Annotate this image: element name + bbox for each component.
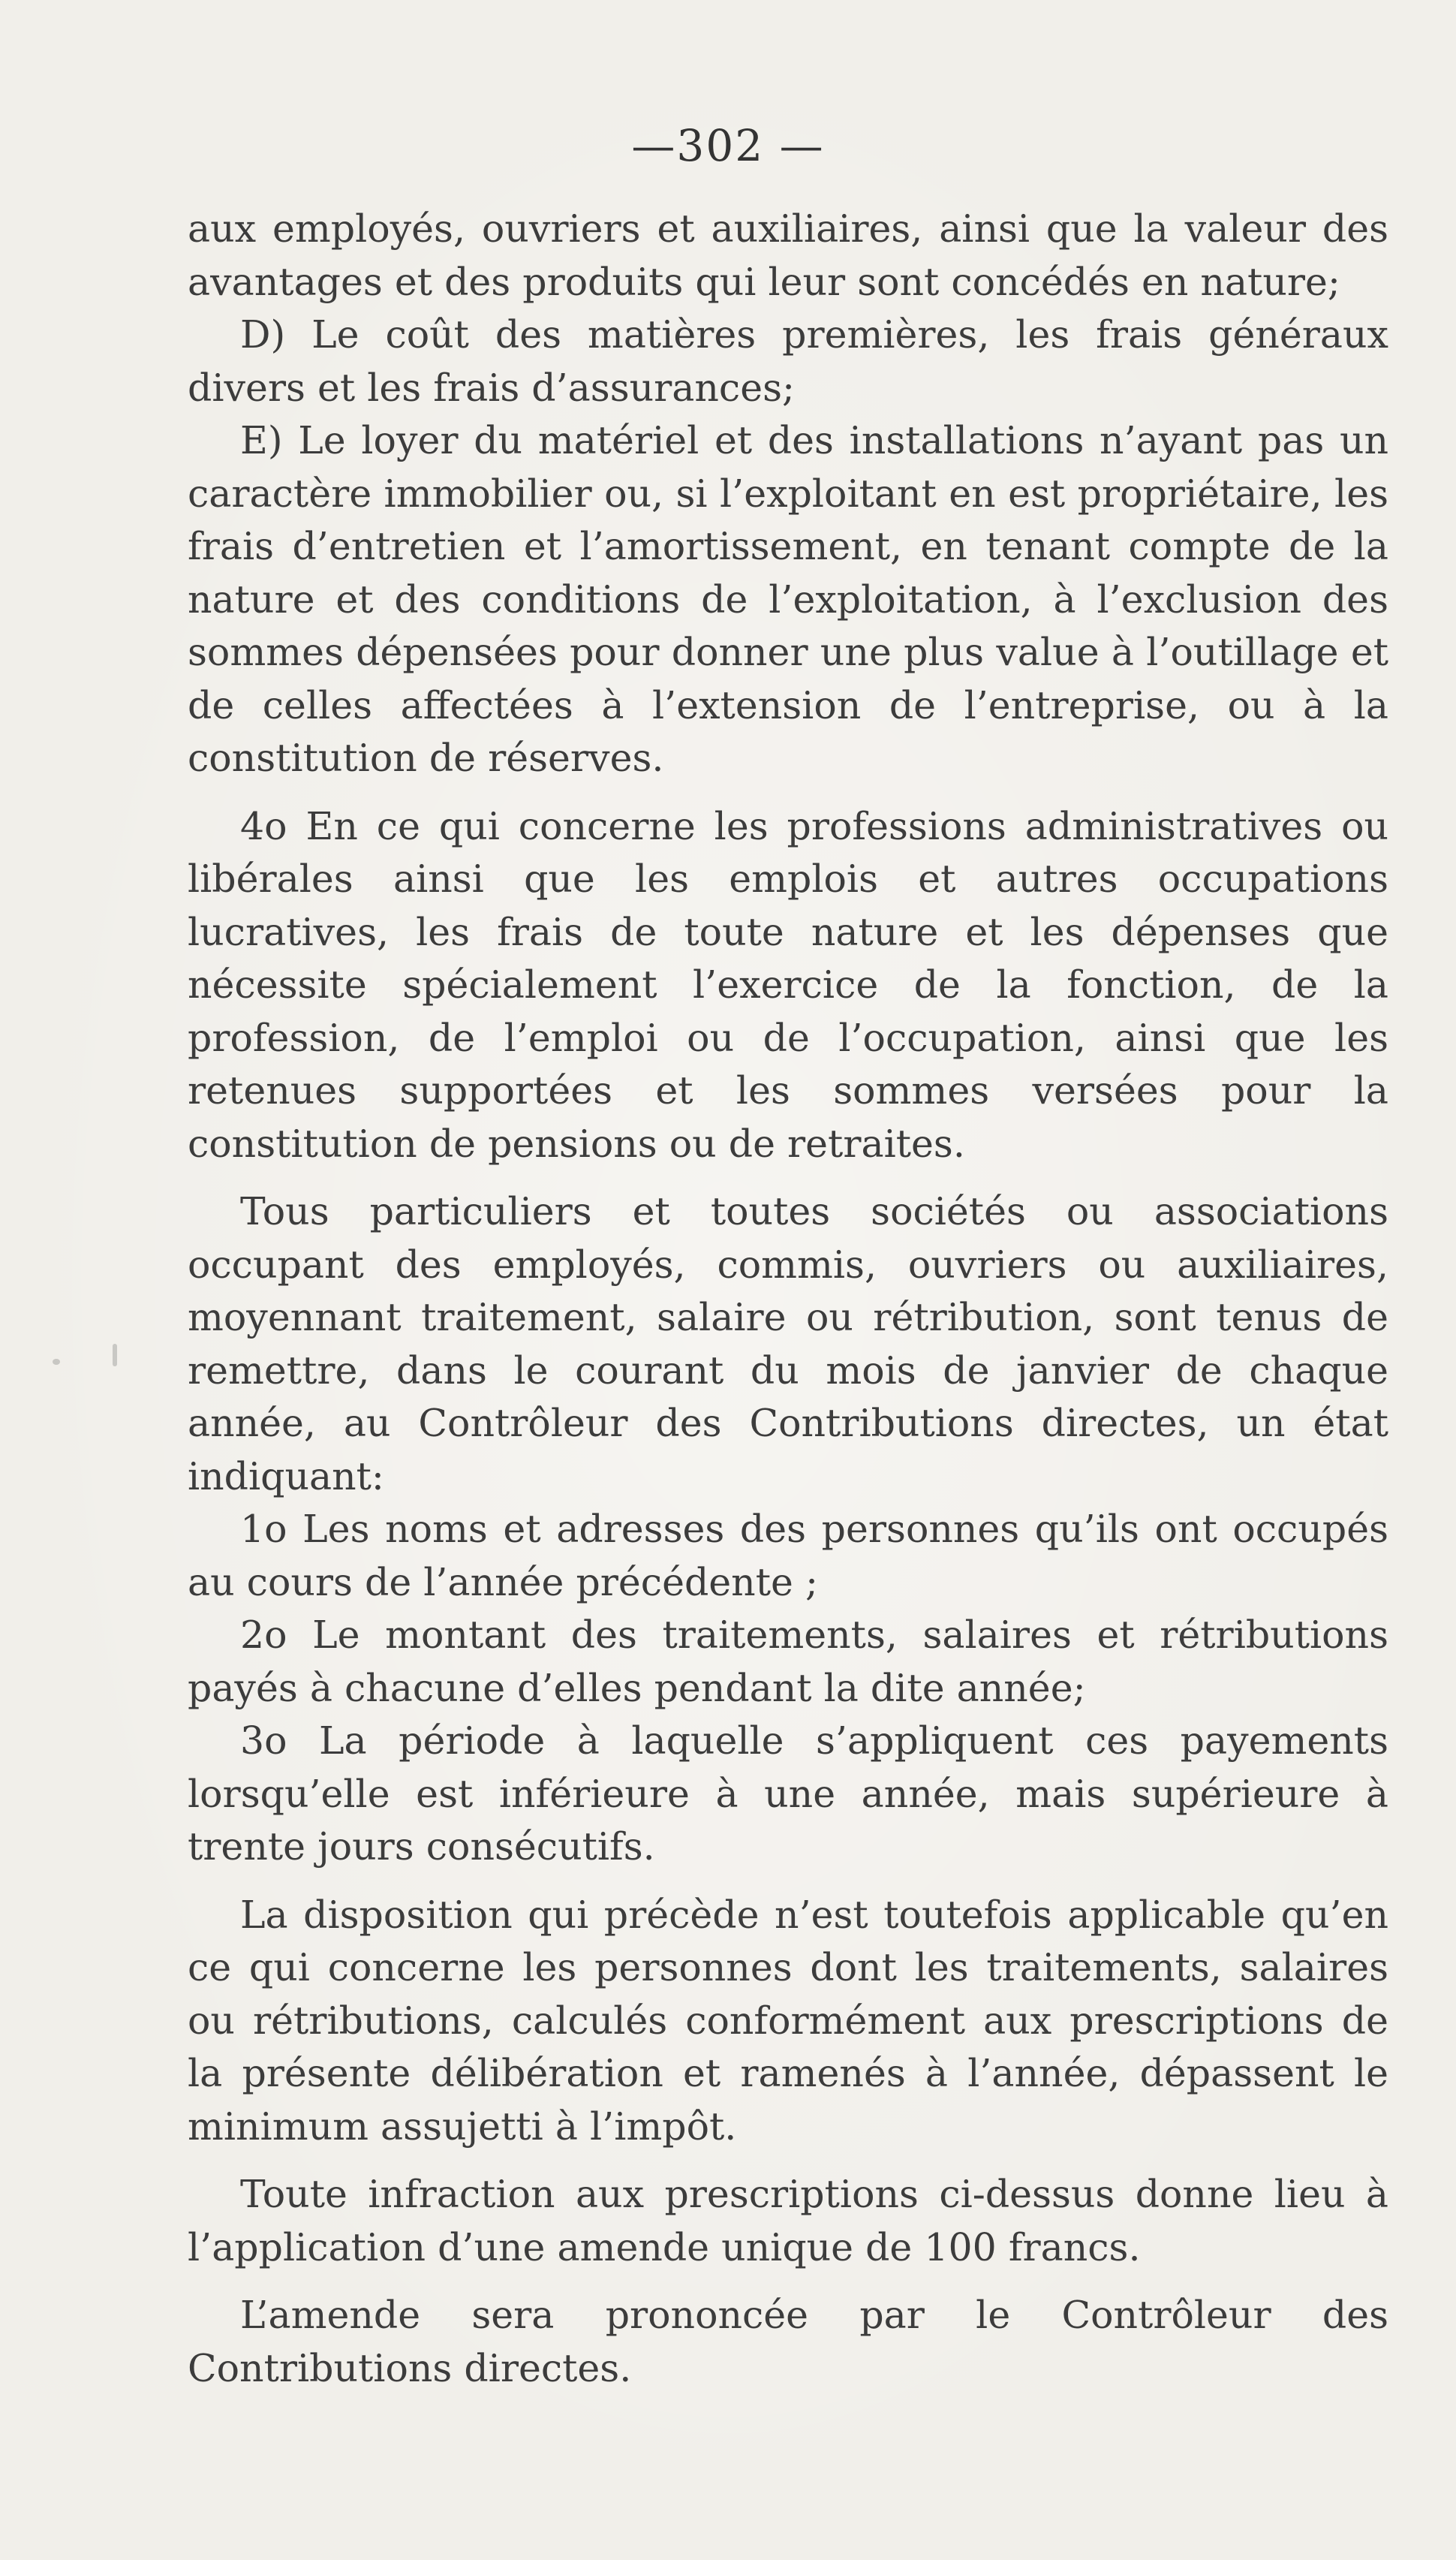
paragraph-list-2: 2o Le montant des traitements, salaires et rétributions payés à chacune d’elles pendant la dite année; xyxy=(188,1613,1388,1710)
paragraph-infraction: Toute infraction aux prescriptions ci-dessus donne lieu à l’application d’une amende unique de 100 francs. xyxy=(188,2172,1388,2269)
body-text xyxy=(188,203,1388,2395)
left-margin-mark xyxy=(53,1359,60,1365)
paragraph-item-e: E) Le loyer du matériel et des installations n’ayant pas un caractère immobilier ou, si l’exploitant en est propriétaire, les frais d’entretien et l’amortissement, en tenant compte de la nature et des conditions de l’exploitation, à l’exclusion des sommes dépensées pour donner une plus value à l’outillage et de celles affectées à l’extension de l’entreprise, ou à la constitution de réserves. xyxy=(188,418,1388,780)
paragraph-applicability: La disposition qui précède n’est toutefois applicable qu’en ce qui concerne les personnes dont les traitements, salaires ou rétributions, calculés conformément aux prescriptions de la présente délibération et ramenés à l’année, dépassent le minimum assujetti à l’impôt. xyxy=(188,1892,1388,2149)
paragraph-fine: L’amende sera prononcée par le Contrôleur des Contributions directes. xyxy=(188,2293,1388,2390)
paragraph-list-3: 3o La période à laquelle s’appliquent ces payements lorsqu’elle est inférieure à une année, mais supérieure à trente jours consécutifs. xyxy=(188,1718,1388,1869)
paragraph-list-1: 1o Les noms et adresses des personnes qu’ils ont occupés au cours de l’année précédente ; xyxy=(188,1507,1388,1604)
page-number: —302 — xyxy=(631,120,825,171)
paragraph-item-d: D) Le coût des matières premières, les frais généraux divers et les frais d’assurances; xyxy=(188,312,1388,410)
paragraph-continuation: aux employés, ouvriers et auxiliaires, ainsi que la valeur des avantages et des produits qui leur sont concédés en nature; xyxy=(188,206,1388,304)
paragraph-employers-obligation: Tous particuliers et toutes sociétés ou associations occupant des employés, commis, ouvriers ou auxiliaires, moyennant traitement, salaire ou rétribution, sont tenus de remettre, dans le courant du mois de janvier de chaque année, au Contrôleur des Contributions directes, un état indiquant: xyxy=(188,1189,1388,1498)
left-margin-mark xyxy=(113,1344,117,1366)
paragraph-item-4: 4o En ce qui concerne les professions administratives ou libérales ainsi que les emplois et autres occupations lucratives, les frais de toute nature et les dépenses que nécessite spécialement l’exercice de la fonction, de la profession, de l’emploi ou de l’occupation, ainsi que les retenues supportées et les sommes versées pour la constitution de pensions ou de retraites. xyxy=(188,803,1388,1166)
